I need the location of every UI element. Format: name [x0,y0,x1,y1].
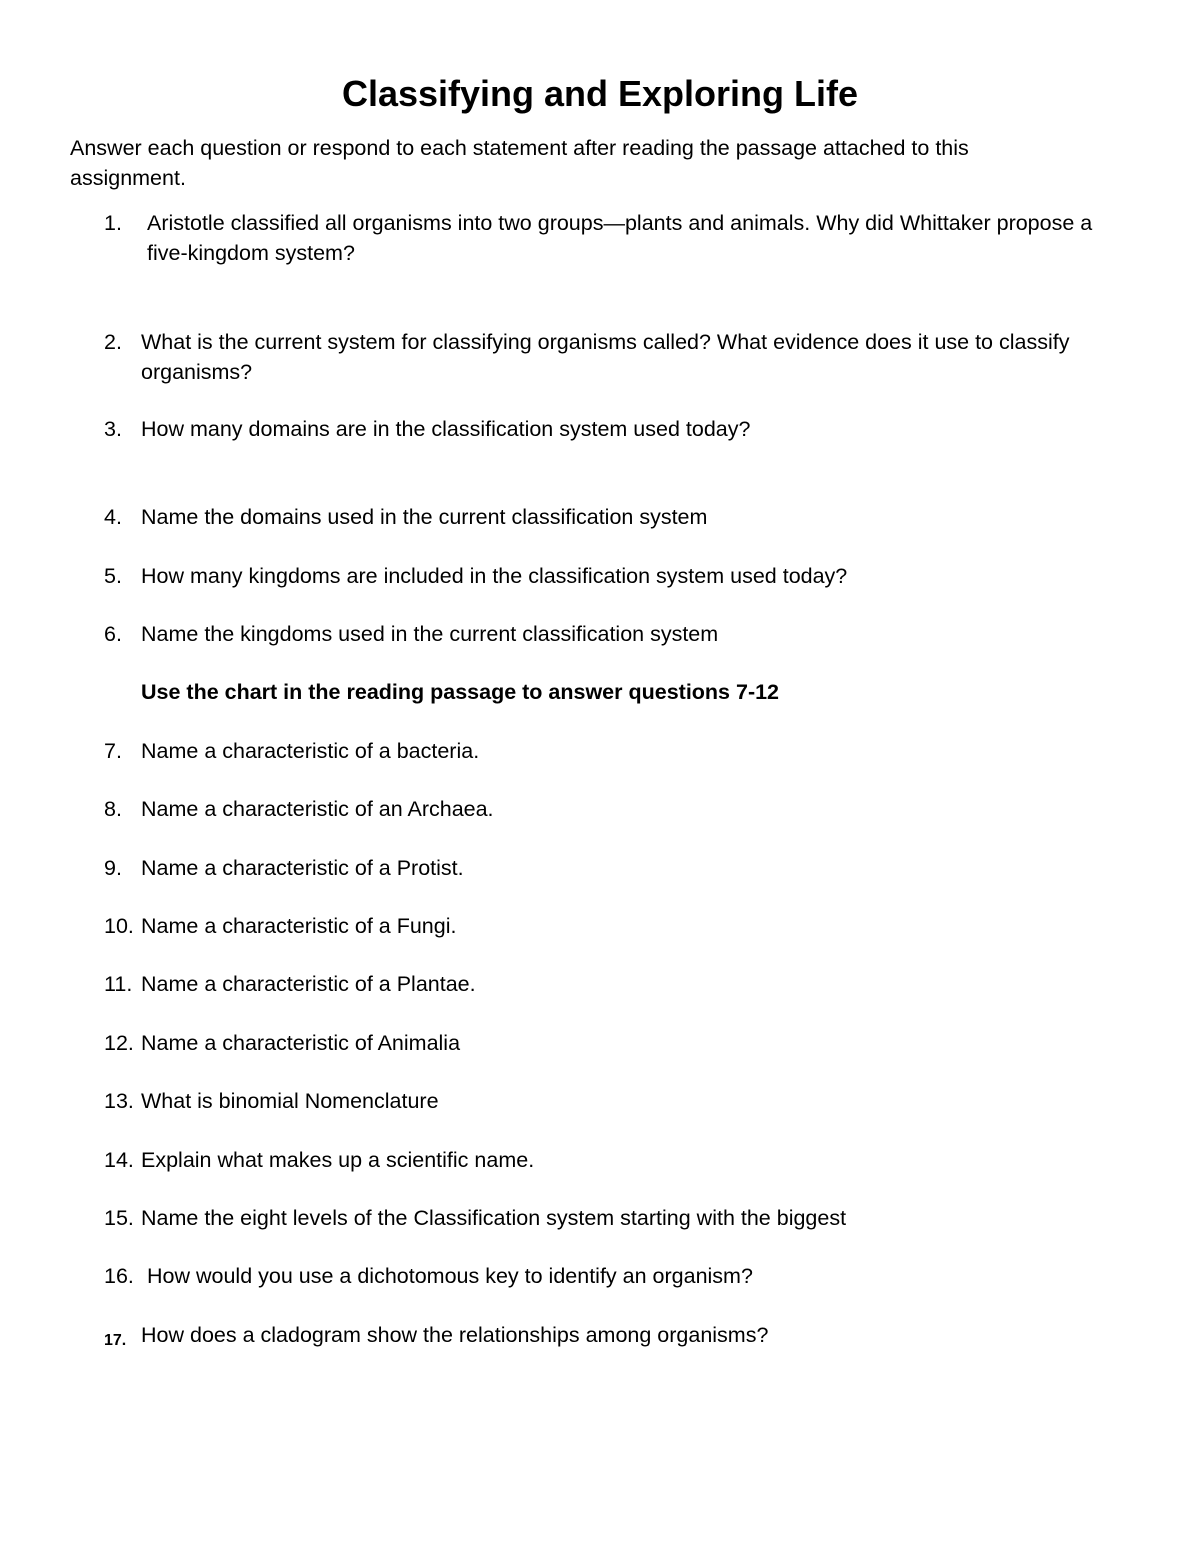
question-8 [104,795,1104,825]
question-number: 4. [104,505,122,529]
question-number: 14. [104,1148,134,1172]
question-number: 6. [104,622,122,646]
question-text: What is binomial Nomenclature [141,1089,439,1113]
question-2 [104,328,1104,387]
question-text: How many kingdoms are included in the classification system used today? [141,564,848,588]
question-7 [104,737,1104,767]
question-number: 17. [104,1332,127,1349]
intro-paragraph: Answer each question or respond to each statement after reading the passage attached to this assignment. [70,136,969,190]
question-12 [104,1029,1104,1059]
question-number: 16. [104,1264,134,1288]
question-text: Name the kingdoms used in the current classification system [141,622,719,646]
question-17 [104,1321,1104,1351]
question-text: Name a characteristic of a Fungi. [141,914,457,938]
question-text: Name the eight levels of the Classification system starting with the biggest [141,1206,847,1230]
question-3 [104,415,1104,445]
question-text: How does a cladogram show the relationships among organisms? [141,1323,769,1347]
question-number: 1. [104,211,122,235]
question-number: 3. [104,417,122,441]
question-number: 8. [104,797,122,821]
chart-instruction: Use the chart in the reading passage to answer questions 7-12 [141,680,780,704]
question-5 [104,562,1104,592]
question-11 [104,970,1104,1000]
question-text: How many domains are in the classification system used today? [141,417,751,441]
question-text: How would you use a dichotomous key to identify an organism? [147,1264,753,1288]
question-text: Explain what makes up a scientific name. [141,1148,535,1172]
page-title: Classifying and Exploring Life [341,73,859,114]
question-15 [104,1204,1104,1234]
question-text: Aristotle classified all organisms into two groups—plants and animals. Why did Whittaker propose a five-kingdom system? [147,211,1093,265]
question-16 [104,1262,1104,1292]
question-13 [104,1087,1104,1117]
question-text: What is the current system for classifying organisms called? What evidence does it use to classify organisms? [141,330,1070,384]
question-text: Name a characteristic of a Protist. [141,856,464,880]
question-text: Name the domains used in the current classification system [141,505,708,529]
question-9 [104,854,1104,884]
question-number: 9. [104,856,122,880]
question-number: 10. [104,914,134,938]
question-10 [104,912,1104,942]
question-number: 5. [104,564,122,588]
question-number: 11. [104,972,133,996]
question-6 [104,620,1104,650]
question-number: 2. [104,330,122,354]
question-text: Name a characteristic of a bacteria. [141,739,480,763]
question-4 [104,503,1104,533]
question-text: Name a characteristic of a Plantae. [141,972,476,996]
question-number: 15. [104,1206,134,1230]
question-text: Name a characteristic of Animalia [141,1031,461,1055]
question-text: Name a characteristic of an Archaea. [141,797,494,821]
question-number: 13. [104,1089,134,1113]
question-1 [104,209,1104,268]
question-number: 7. [104,739,122,763]
question-14 [104,1146,1104,1176]
question-number: 12. [104,1031,134,1055]
